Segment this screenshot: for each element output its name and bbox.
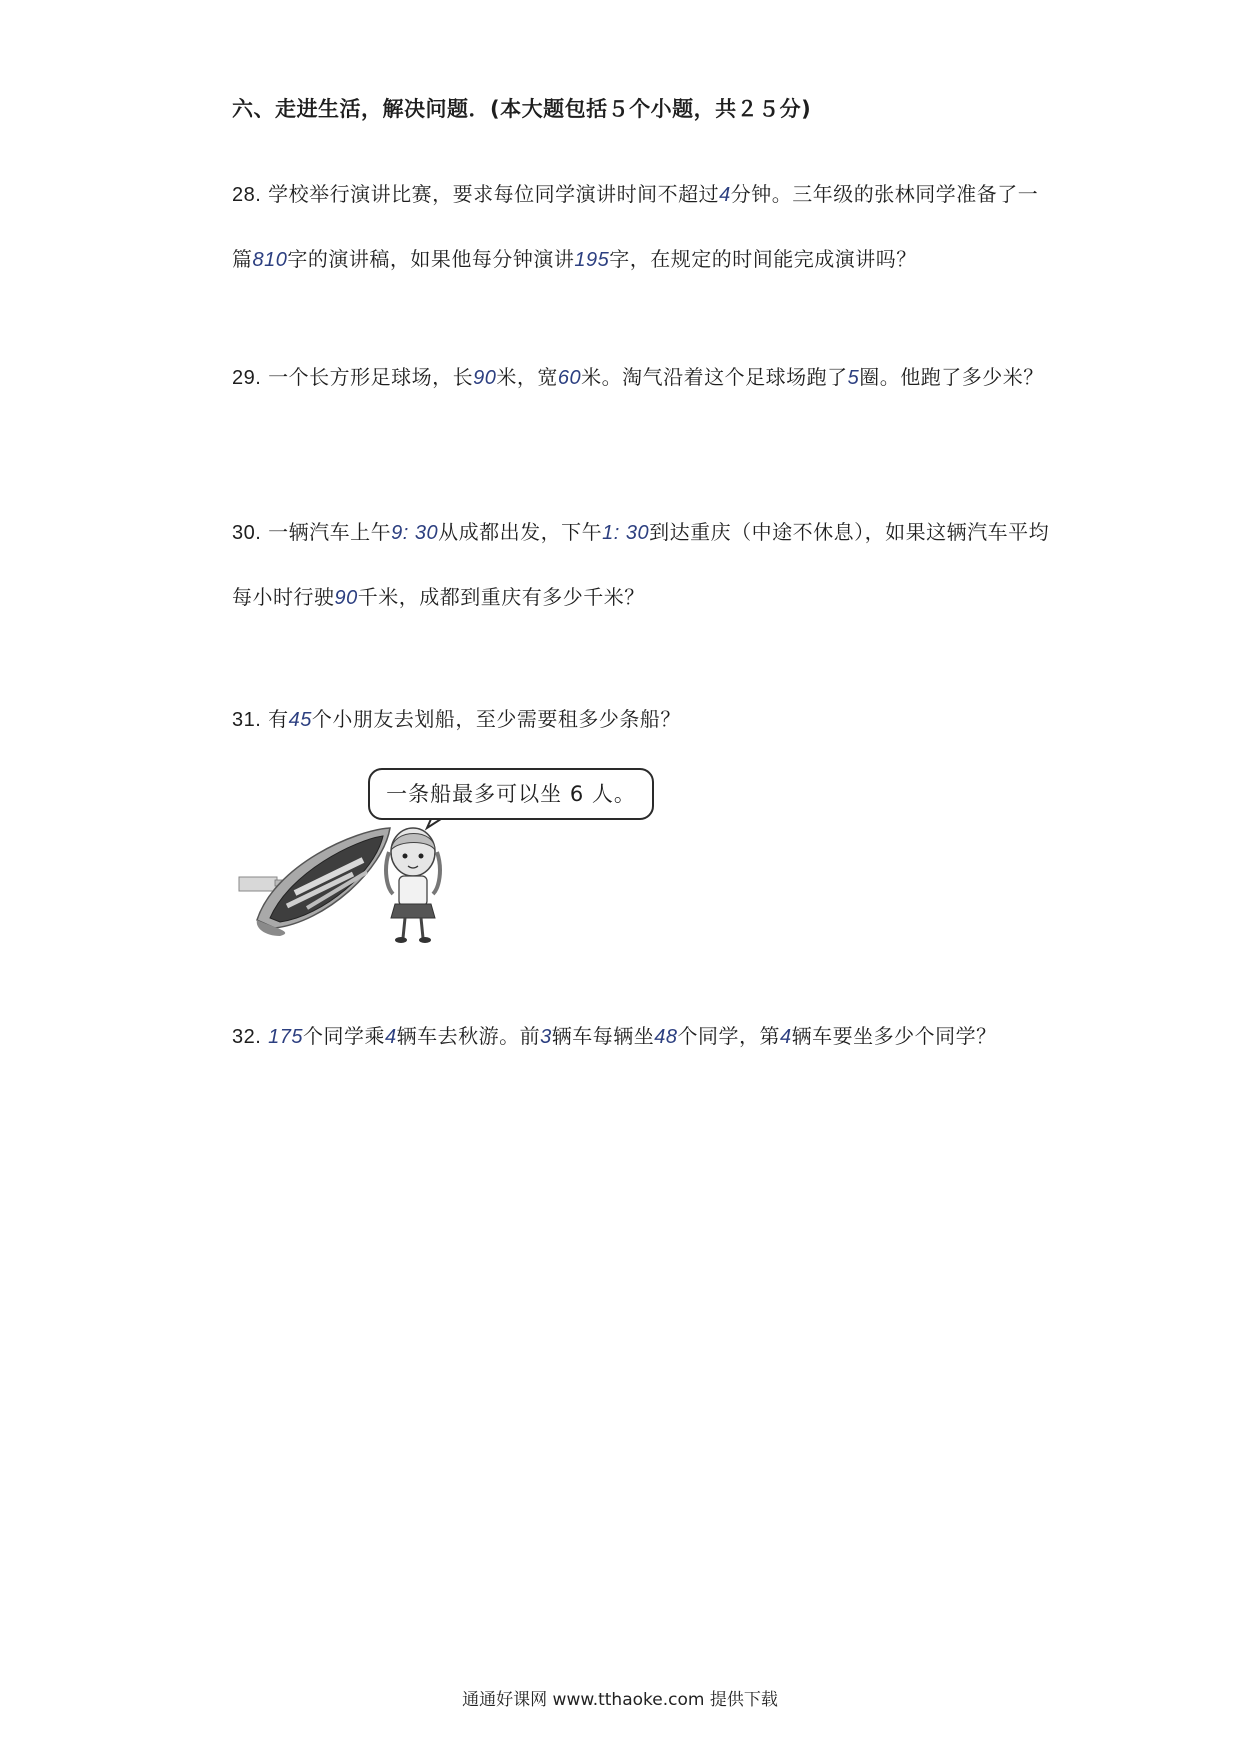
problem-value: 48 [654,1026,678,1048]
problem-text: 米。淘气沿着这个足球场跑了 [581,365,848,389]
problem-value: 60 [557,367,582,389]
problem-value: 195 [574,249,610,271]
problem-text: 千米，成都到重庆有多少千米？ [357,585,645,609]
problem-29 [232,345,1052,410]
problem-value: 4 [385,1026,397,1048]
problem-value: 810 [252,249,288,271]
problem-text: 一辆汽车上午 [261,520,392,544]
problem-value: 4 [780,1026,792,1048]
problem-value: 1: 30 [602,522,650,544]
problem-value: 3 [540,1026,552,1048]
girl-icon [386,828,440,943]
problem-text: 到达重庆（中途不休息），如果这辆汽车平均每小时行驶 [232,520,1050,609]
problem-text: 米，宽 [496,365,558,389]
problem-text: 辆车每辆坐 [551,1024,655,1048]
problem-text: 字，在规定的时间能完成演讲吗？ [609,247,917,271]
problem-text: 个同学，第 [677,1024,781,1048]
problem-number: 30. [232,522,262,544]
problem-value: 90 [334,587,358,609]
problem-text: 学校举行演讲比赛，要求每位同学演讲时间不超过 [261,182,720,206]
problem-value: 175 [268,1026,304,1048]
problem-31 [232,687,1052,752]
problem-value: 90 [473,367,497,389]
problem-text: 有 [261,707,289,731]
problem-value: 5 [847,367,860,389]
problem-text: 从成都出发，下午 [438,520,603,544]
problem-text: 字的演讲稿，如果他每分钟演讲 [287,247,575,271]
problem-text: 辆车去秋游。前 [396,1024,541,1048]
page-footer: 通通好课网 www.tthaoke.com 提供下载 [462,1690,778,1710]
problem-30 [232,500,1052,630]
problem-value: 4 [719,184,731,206]
problem-32 [232,1004,1052,1069]
problem-number: 29. [232,367,262,389]
section-heading: 六、走进生活，解决问题．(本大题包括５个小题，共２５分) [232,97,812,121]
problem-text: 分钟。三年级的张林同学准备了一篇 [232,182,1039,271]
problem-number: 32. [232,1026,262,1048]
problem-text: 辆车要坐多少个同学？ [791,1024,997,1048]
boat-and-girl-illustration [235,810,565,950]
problem-text: 个小朋友去划船，至少需要租多少条船？ [311,707,681,731]
problem-value: 45 [288,709,312,731]
problem-value: 9: 30 [391,522,439,544]
problem-28 [232,162,1052,292]
problem-number: 31. [232,709,262,731]
problem-number: 28. [232,184,262,206]
problem-text: 个同学乘 [303,1024,386,1048]
problem-text: 圈。他跑了多少米？ [859,365,1044,389]
problem-text: 一个长方形足球场，长 [261,365,474,389]
speech-bubble: 一条船最多可以坐 6 人。 [368,768,654,820]
